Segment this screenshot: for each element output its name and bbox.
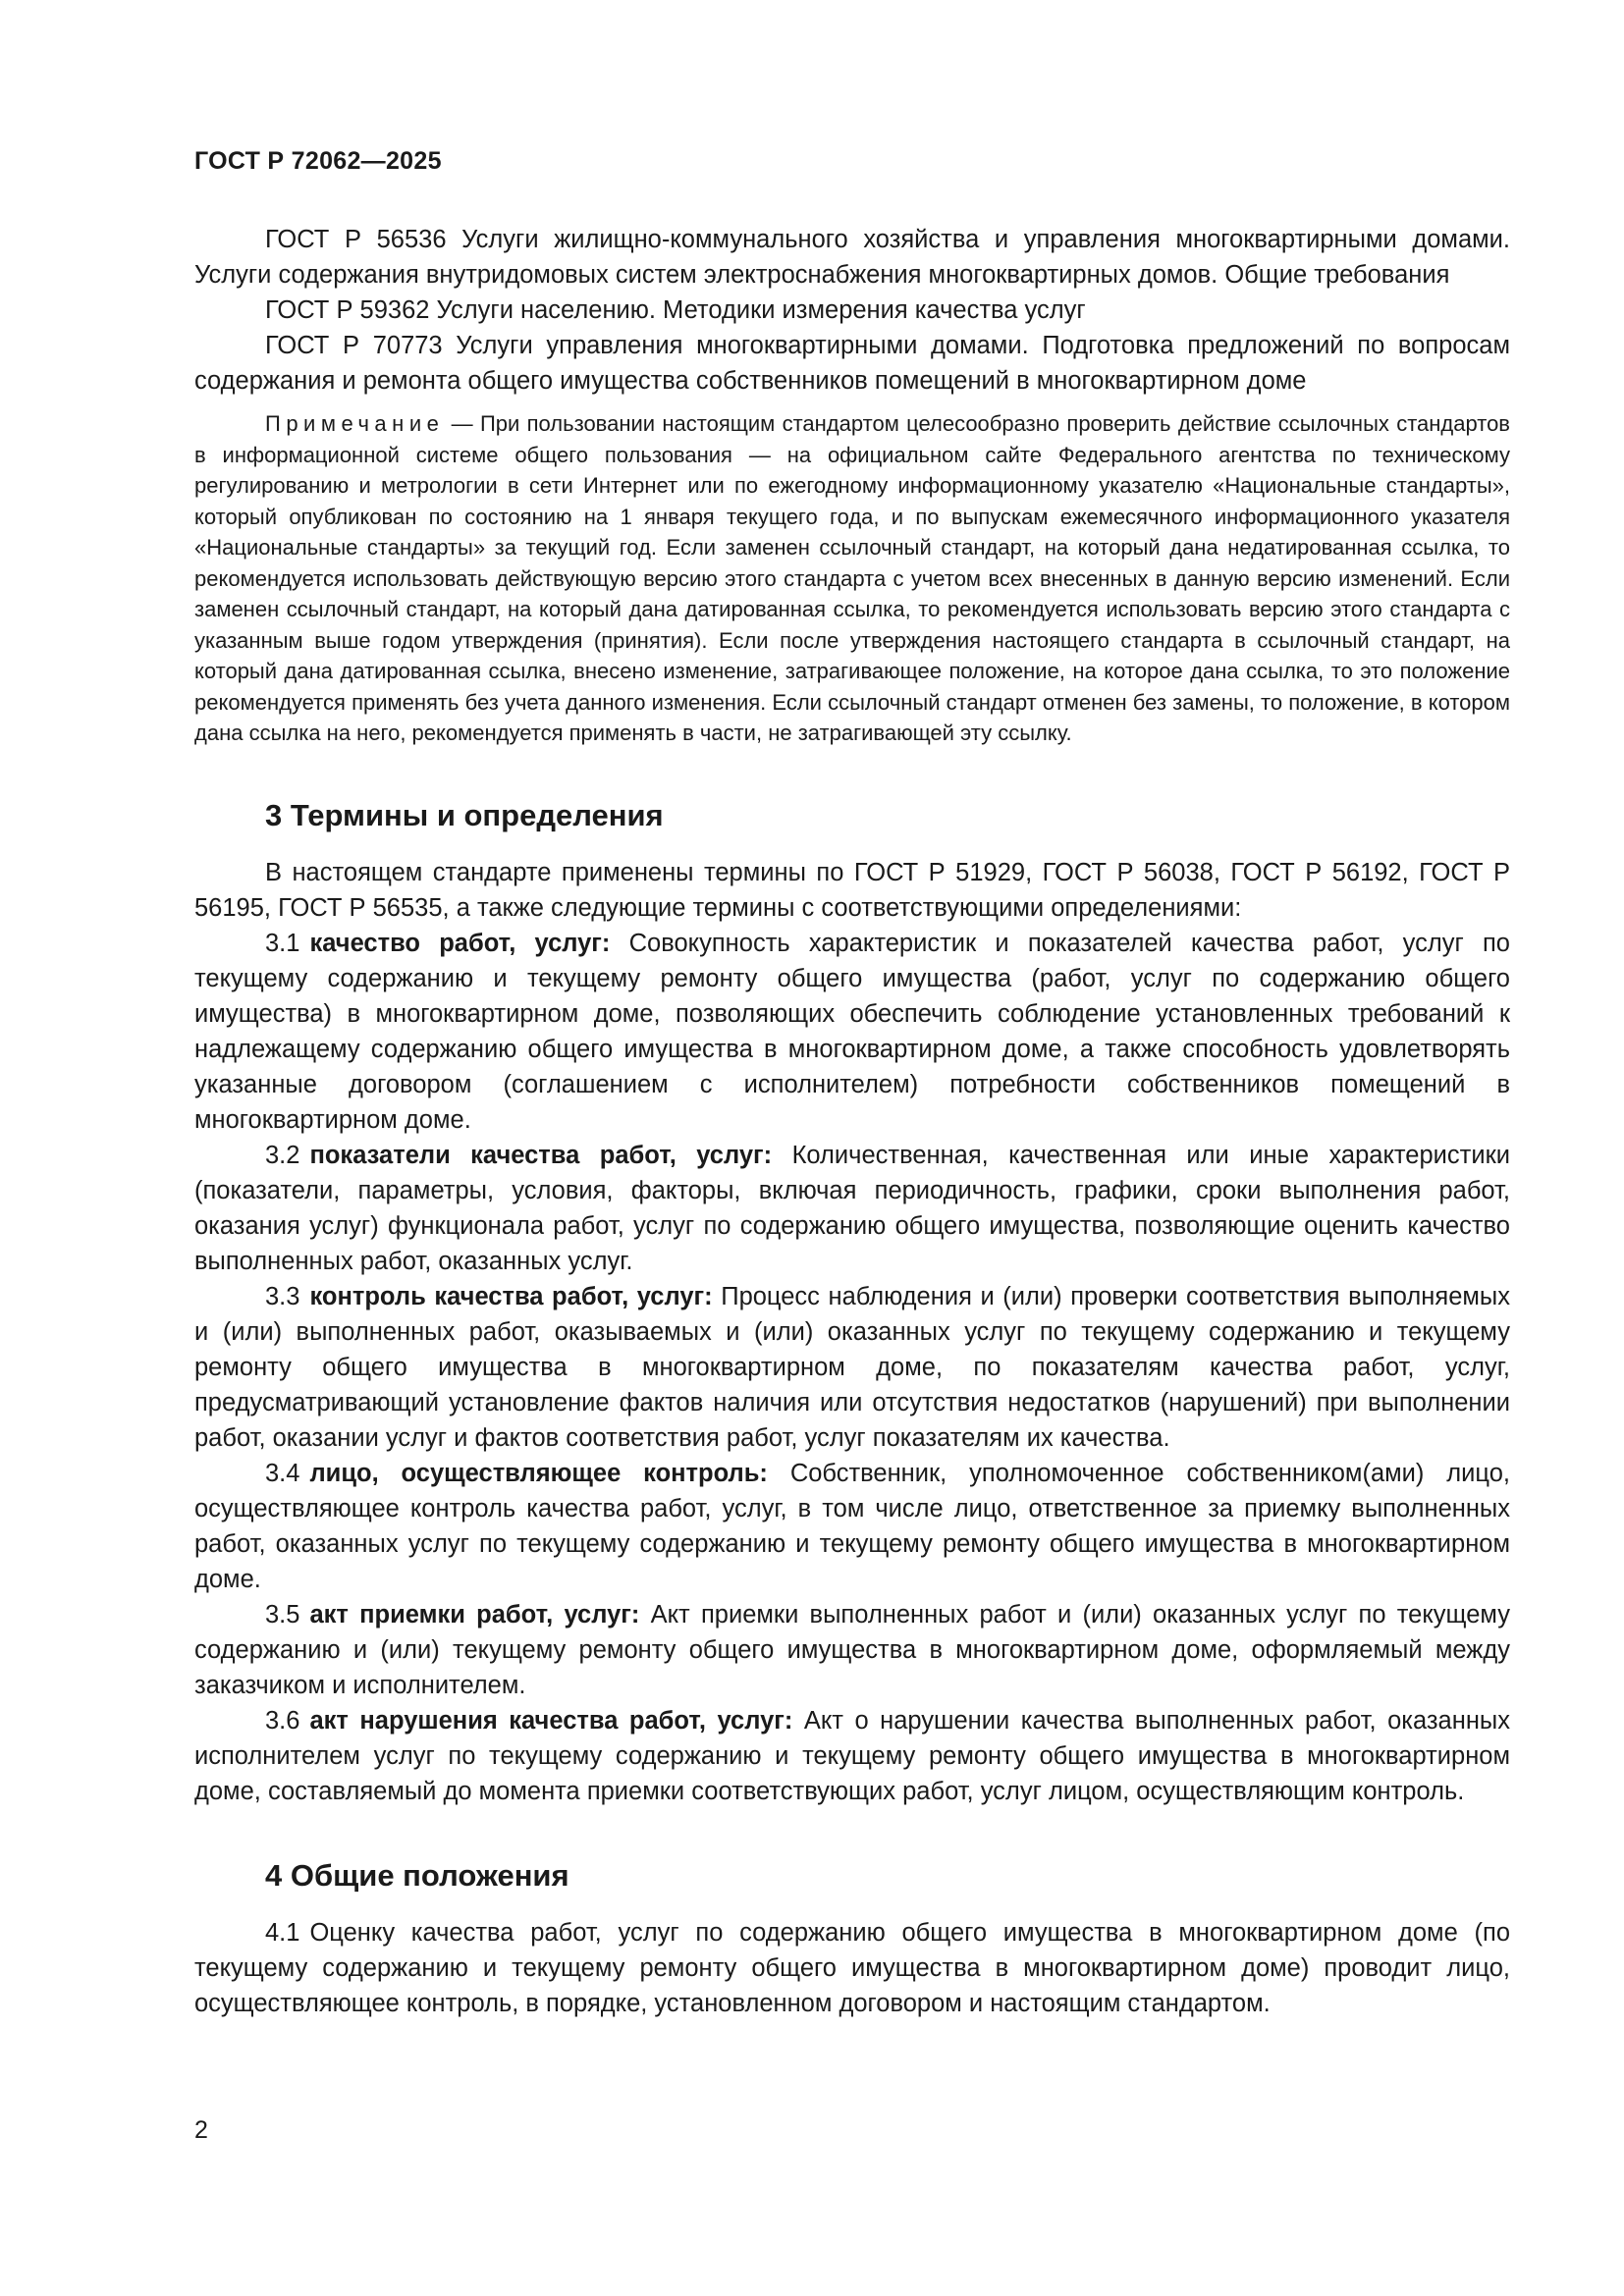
reference-item: ГОСТ Р 56536 Услуги жилищно-коммунального хозяйства и управления многоквартирными домами. Услуги содержания внутридомовых систем электроснабжения многоквартирных домов. Общие требования (194, 226, 1510, 289)
note-label: Примечание (265, 411, 445, 436)
term-definition: Собственник, уполномоченное собственником(ами) лицо, осуществляющее контроль качества работ, услуг, в том числе лицо, ответственное за приемку выполненных работ, оказанных услуг по текущему содержанию и текущему ремонту общего имущества в многоквартирном доме. (194, 1459, 1510, 1593)
term-number: 3.5 (265, 1600, 300, 1629)
term-name: акт приемки работ, услуг: (309, 1600, 640, 1629)
term-name: лицо, осуществляющее контроль: (309, 1459, 768, 1487)
section-3-intro: В настоящем стандарте применены термины по ГОСТ Р 51929, ГОСТ Р 56038, ГОСТ Р 56192, ГОСТ Р 56195, ГОСТ Р 56535, а также следующие термины с соответствующими определениями: (194, 858, 1510, 922)
term-entry-3-4 (194, 1456, 1510, 1597)
term-definition: Акт о нарушении качества выполненных работ, оказанных исполнителем услуг по текущему содержанию и текущему ремонту общего имущества в многоквартирном доме, составляемый до момента приемки соответствующих работ, услуг лицом, осуществляющим контроль. (194, 1706, 1510, 1805)
term-name: контроль качества работ, услуг: (309, 1282, 713, 1310)
term-number: 3.4 (265, 1459, 300, 1487)
term-number: 3.3 (265, 1282, 300, 1310)
document-id-header: ГОСТ Р 72062—2025 (194, 147, 442, 175)
note-text: — При пользовании настоящим стандартом целесообразно проверить действие ссылочных стандартов в информационной системе общего пользования — на официальном сайте Федерального агентства по техническому регулированию и метрологии в сети Интернет или по ежегодному информационному указателю «Национальные стандарты», который опубликован по состоянию на 1 января текущего года, и по выпускам ежемесячного информационного указателя «Национальные стандарты» за текущий год. Если заменен ссылочный стандарт, на который дана недатированная ссылка, то рекомендуется использовать действующую версию этого стандарта с учетом всех внесенных в данную версию изменений. Если заменен ссылочный стандарт, на который дана датированная ссылка, то рекомендуется использовать версию этого стандарта с указанным выше годом утверждения (принятия). Если после утверждения настоящего стандарта в ссылочный стандарт, на который дана датированная ссылка, внесено изменение, затрагивающее положение, на которое дана ссылка, то это положение рекомендуется применять без учета данного изменения. Если ссылочный стандарт отменен без замены, то положение, в котором дана ссылка на него, рекомендуется применять в части, не затрагивающей эту ссылку. (194, 411, 1510, 745)
term-number: 3.6 (265, 1706, 300, 1735)
term-definition: Совокупность характеристик и показателей качества работ, услуг по текущему содержанию и текущему ремонту общего имущества (работ, услуг по содержанию общего имущества) в многоквартирном доме, позволяющих обеспечить соблюдение установленных требований к надлежащему содержанию общего имущества в многоквартирном доме, а также способность удовлетворять указанные договором (соглашением с исполнителем) потребности собственников помещений в многоквартирном доме. (194, 929, 1510, 1134)
section-3-heading: 3 Термины и определения (265, 797, 664, 832)
term-entry-3-5 (194, 1597, 1510, 1703)
term-entry-3-1 (194, 926, 1510, 1138)
page-number: 2 (194, 2116, 208, 2144)
term-entry-3-2 (194, 1138, 1510, 1279)
document-body (194, 222, 1510, 2021)
term-name: показатели качества работ, услуг: (309, 1141, 773, 1169)
term-name: качество работ, услуг: (309, 929, 611, 957)
section-4-heading: 4 Общие положения (265, 1857, 569, 1893)
note-paragraph (194, 408, 1510, 749)
term-entry-3-3 (194, 1279, 1510, 1456)
clause-text: Оценку качества работ, услуг по содержанию общего имущества в многоквартирном доме (по текущему содержанию и текущему ремонту общего имущества в многоквартирном доме) проводит лицо, осуществляющее контроль, в порядке, установленном договором и настоящим стандартом. (194, 1918, 1510, 2017)
term-number: 3.2 (265, 1141, 300, 1169)
term-definition: Акт приемки выполненных работ и (или) оказанных услуг по текущему содержанию и (или) текущему ремонту общего имущества в многоквартирном доме, оформляемый между заказчиком и исполнителем. (194, 1600, 1510, 1699)
reference-item: ГОСТ Р 70773 Услуги управления многоквартирными домами. Подготовка предложений по вопросам содержания и ремонта общего имущества собственников помещений в многоквартирном доме (194, 332, 1510, 395)
term-name: акт нарушения качества работ, услуг: (309, 1706, 793, 1735)
normative-references (194, 222, 1510, 399)
term-definition: Количественная, качественная или иные характеристики (показатели, параметры, условия, факторы, включая периодичность, графики, сроки выполнения работ, оказания услуг) функционала работ, услуг по содержанию общего имущества, позволяющие оценить качество выполненных работ, оказанных услуг. (194, 1141, 1510, 1275)
clause-4-1 (194, 1915, 1510, 2021)
term-entry-3-6 (194, 1703, 1510, 1809)
reference-item: ГОСТ Р 59362 Услуги населению. Методики измерения качества услуг (265, 296, 1086, 324)
clause-number: 4.1 (265, 1918, 300, 1947)
term-number: 3.1 (265, 929, 300, 957)
term-definition: Процесс наблюдения и (или) проверки соответствия выполняемых и (или) выполненных работ, оказываемых и (или) оказанных услуг по текущему содержанию и текущему ремонту общего имущества в многоквартирном доме, по показателям качества работ, услуг, предусматривающий установление фактов наличия или отсутствия недостатков (нарушений) при выполнении работ, оказании услуг и фактов соответствия работ, услуг показателям их качества. (194, 1282, 1510, 1452)
